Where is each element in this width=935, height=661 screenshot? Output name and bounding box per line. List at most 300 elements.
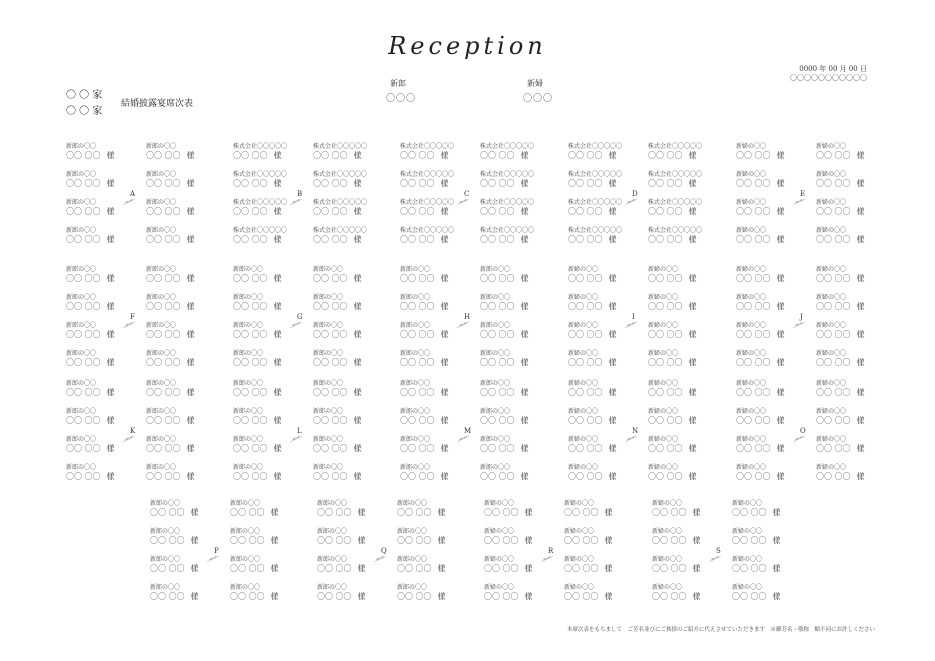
honorific: 様 bbox=[186, 235, 195, 244]
leaf-ornament-icon bbox=[792, 198, 806, 206]
guest-name-line bbox=[816, 151, 894, 161]
honorific: 様 bbox=[270, 564, 279, 573]
guest-relation: 新郎の〇〇 bbox=[66, 266, 97, 273]
guest-name-line bbox=[568, 330, 646, 340]
guest-name-line bbox=[233, 151, 311, 161]
guest-relation: 株式会社〇〇〇〇〇 bbox=[568, 199, 623, 206]
honorific: 様 bbox=[856, 151, 865, 160]
guest-name-line bbox=[313, 330, 391, 340]
honorific: 様 bbox=[357, 592, 366, 601]
guest-name-line bbox=[816, 444, 894, 454]
honorific: 様 bbox=[357, 564, 366, 573]
guest-name: 〇〇 〇〇 bbox=[648, 330, 683, 339]
guest-name: 〇〇 〇〇 bbox=[230, 564, 265, 573]
guest-relation: 新婦の〇〇 bbox=[736, 322, 767, 329]
guest-relation: 新郎の〇〇 bbox=[66, 350, 97, 357]
guest-relation: 新郎の〇〇 bbox=[313, 464, 344, 471]
honorific: 様 bbox=[608, 444, 617, 453]
guest-name: 〇〇 〇〇 bbox=[233, 151, 268, 160]
guest-seat bbox=[648, 436, 726, 456]
honorific: 様 bbox=[186, 179, 195, 188]
honorific: 様 bbox=[106, 151, 115, 160]
guest-name: 〇〇 〇〇 bbox=[233, 274, 268, 283]
guest-relation: 新婦の〇〇 bbox=[736, 294, 767, 301]
guest-seat bbox=[816, 380, 894, 400]
guest-name: 〇〇 〇〇 bbox=[233, 472, 268, 481]
guest-name-line bbox=[480, 444, 558, 454]
guest-name-line bbox=[400, 472, 478, 482]
guest-seat bbox=[480, 171, 558, 191]
guest-name: 〇〇 〇〇 bbox=[816, 274, 851, 283]
guest-name-line bbox=[313, 388, 391, 398]
guest-relation: 株式会社〇〇〇〇〇 bbox=[480, 199, 535, 206]
guest-relation: 新婦の〇〇 bbox=[648, 464, 679, 471]
guest-relation: 新郎の〇〇 bbox=[146, 322, 177, 329]
guest-name-line bbox=[480, 302, 558, 312]
guest-name-line bbox=[648, 235, 726, 245]
guest-name-line bbox=[146, 416, 224, 426]
honorific: 様 bbox=[604, 592, 613, 601]
leaf-ornament-icon bbox=[540, 555, 554, 563]
guest-name-line bbox=[146, 302, 224, 312]
guest-relation: 新郎の〇〇 bbox=[146, 294, 177, 301]
guest-relation: 新郎の〇〇 bbox=[317, 528, 348, 535]
guest-name-line bbox=[480, 472, 558, 482]
guest-seat bbox=[648, 143, 726, 163]
guest-seat bbox=[313, 380, 391, 400]
guest-seat bbox=[652, 528, 730, 548]
guest-seat bbox=[146, 294, 224, 314]
guest-relation: 新婦の〇〇 bbox=[484, 500, 515, 507]
guest-relation: 新婦の〇〇 bbox=[652, 584, 683, 591]
table-label: S bbox=[716, 547, 721, 555]
guest-seat bbox=[648, 227, 726, 247]
guest-seat bbox=[397, 556, 475, 576]
guest-seat bbox=[66, 464, 144, 484]
leaf-ornament-icon bbox=[289, 198, 303, 206]
guest-relation: 新郎の〇〇 bbox=[233, 266, 264, 273]
guest-name-line bbox=[480, 416, 558, 426]
guest-name-line bbox=[564, 508, 642, 518]
guest-name: 〇〇 〇〇 bbox=[568, 179, 603, 188]
honorific: 様 bbox=[273, 274, 282, 283]
honorific: 様 bbox=[186, 207, 195, 216]
honorific: 様 bbox=[353, 151, 362, 160]
guest-name: 〇〇 〇〇 bbox=[816, 179, 851, 188]
guest-name: 〇〇 〇〇 bbox=[484, 536, 519, 545]
guest-name: 〇〇 〇〇 bbox=[732, 508, 767, 517]
table-label: E bbox=[800, 190, 806, 198]
guest-seat bbox=[564, 528, 642, 548]
guest-seat bbox=[736, 171, 814, 191]
guest-name: 〇〇 〇〇 bbox=[484, 508, 519, 517]
honorific: 様 bbox=[186, 472, 195, 481]
guest-relation: 株式会社〇〇〇〇〇 bbox=[480, 143, 535, 150]
honorific: 様 bbox=[688, 274, 697, 283]
guest-seat bbox=[313, 350, 391, 370]
guest-name: 〇〇 〇〇 bbox=[313, 330, 348, 339]
guest-relation: 株式会社〇〇〇〇〇 bbox=[233, 199, 288, 206]
guest-name-line bbox=[736, 179, 814, 189]
honorific: 様 bbox=[106, 330, 115, 339]
guest-name: 〇〇 〇〇 bbox=[564, 536, 599, 545]
honorific: 様 bbox=[437, 536, 446, 545]
honorific: 様 bbox=[608, 151, 617, 160]
honorific: 様 bbox=[688, 472, 697, 481]
guest-relation: 株式会社〇〇〇〇〇 bbox=[648, 171, 703, 178]
guest-name-line bbox=[648, 302, 726, 312]
guest-name-line bbox=[66, 151, 144, 161]
guest-seat bbox=[648, 199, 726, 219]
guest-seat bbox=[816, 350, 894, 370]
guest-seat bbox=[146, 322, 224, 342]
guest-name: 〇〇 〇〇 bbox=[732, 536, 767, 545]
guest-relation: 新郎の〇〇 bbox=[400, 408, 431, 415]
guest-name: 〇〇 〇〇 bbox=[816, 330, 851, 339]
bride-label: 新婦 bbox=[527, 79, 543, 88]
guest-name: 〇〇 〇〇 bbox=[652, 564, 687, 573]
honorific: 様 bbox=[106, 358, 115, 367]
guest-seat bbox=[66, 227, 144, 247]
guest-name-line bbox=[400, 179, 478, 189]
guest-relation: 株式会社〇〇〇〇〇 bbox=[233, 171, 288, 178]
honorific: 様 bbox=[772, 592, 781, 601]
guest-name-line bbox=[66, 444, 144, 454]
guest-name: 〇〇 〇〇 bbox=[736, 207, 771, 216]
leaf-ornament-icon bbox=[624, 435, 638, 443]
honorific: 様 bbox=[106, 444, 115, 453]
guest-seat bbox=[648, 408, 726, 428]
guest-name-line bbox=[736, 274, 814, 284]
guest-name-line bbox=[736, 358, 814, 368]
guest-name-line bbox=[317, 508, 395, 518]
guest-relation: 新郎の〇〇 bbox=[66, 322, 97, 329]
guest-seat bbox=[568, 294, 646, 314]
guest-seat bbox=[230, 528, 308, 548]
honorific: 様 bbox=[524, 508, 533, 517]
honorific: 様 bbox=[772, 536, 781, 545]
guest-seat bbox=[652, 500, 730, 520]
guest-relation: 新郎の〇〇 bbox=[146, 199, 177, 206]
guest-name: 〇〇 〇〇 bbox=[736, 358, 771, 367]
honorific: 様 bbox=[688, 444, 697, 453]
honorific: 様 bbox=[440, 274, 449, 283]
document-title: 結婚披露宴席次表 bbox=[121, 99, 194, 109]
guest-seat bbox=[816, 294, 894, 314]
guest-name: 〇〇 〇〇 bbox=[66, 274, 101, 283]
guest-name: 〇〇 〇〇 bbox=[648, 235, 683, 244]
guest-relation: 新郎の〇〇 bbox=[480, 408, 511, 415]
guest-name-line bbox=[397, 508, 475, 518]
guest-name-line bbox=[230, 564, 308, 574]
guest-relation: 新婦の〇〇 bbox=[484, 528, 515, 535]
honorific: 様 bbox=[856, 444, 865, 453]
honorific: 様 bbox=[106, 472, 115, 481]
leaf-ornament-icon bbox=[122, 321, 136, 329]
guest-name: 〇〇 〇〇 bbox=[397, 508, 432, 517]
guest-name: 〇〇 〇〇 bbox=[648, 472, 683, 481]
guest-relation: 新郎の〇〇 bbox=[233, 350, 264, 357]
honorific: 様 bbox=[190, 564, 199, 573]
guest-seat bbox=[648, 171, 726, 191]
guest-relation: 新郎の〇〇 bbox=[400, 322, 431, 329]
guest-relation: 新婦の〇〇 bbox=[736, 143, 767, 150]
honorific: 様 bbox=[520, 472, 529, 481]
guest-relation: 新婦の〇〇 bbox=[816, 350, 847, 357]
guest-name-line bbox=[317, 592, 395, 602]
guest-seat bbox=[736, 350, 814, 370]
guest-relation: 新郎の〇〇 bbox=[66, 380, 97, 387]
guest-name: 〇〇 〇〇 bbox=[480, 235, 515, 244]
guest-seat bbox=[648, 350, 726, 370]
guest-name: 〇〇 〇〇 bbox=[648, 274, 683, 283]
guest-name-line bbox=[564, 536, 642, 546]
guest-name: 〇〇 〇〇 bbox=[313, 235, 348, 244]
guest-seat bbox=[313, 227, 391, 247]
guest-name-line bbox=[66, 235, 144, 245]
guest-seat bbox=[66, 294, 144, 314]
honorific: 様 bbox=[440, 472, 449, 481]
guest-name: 〇〇 〇〇 bbox=[230, 508, 265, 517]
guest-seat bbox=[66, 350, 144, 370]
guest-seat bbox=[233, 408, 311, 428]
guest-name-line bbox=[150, 508, 228, 518]
guest-seat bbox=[480, 436, 558, 456]
guest-name: 〇〇 〇〇 bbox=[313, 444, 348, 453]
honorific: 様 bbox=[437, 564, 446, 573]
honorific: 様 bbox=[520, 302, 529, 311]
guest-relation: 新郎の〇〇 bbox=[313, 322, 344, 329]
honorific: 様 bbox=[353, 274, 362, 283]
guest-name: 〇〇 〇〇 bbox=[736, 330, 771, 339]
guest-relation: 新郎の〇〇 bbox=[66, 436, 97, 443]
honorific: 様 bbox=[106, 207, 115, 216]
guest-relation: 新郎の〇〇 bbox=[66, 227, 97, 234]
guest-name: 〇〇 〇〇 bbox=[568, 444, 603, 453]
guest-name: 〇〇 〇〇 bbox=[652, 508, 687, 517]
family-line-2 bbox=[66, 102, 102, 117]
guest-seat bbox=[233, 294, 311, 314]
guest-relation: 新婦の〇〇 bbox=[564, 528, 595, 535]
guest-relation: 新婦の〇〇 bbox=[816, 227, 847, 234]
guest-seat bbox=[484, 584, 562, 604]
honorific: 様 bbox=[357, 508, 366, 517]
guest-name-line bbox=[816, 179, 894, 189]
guest-name: 〇〇 〇〇 bbox=[568, 472, 603, 481]
guest-relation: 新郎の〇〇 bbox=[66, 171, 97, 178]
honorific: 様 bbox=[273, 151, 282, 160]
table-label: D bbox=[632, 190, 638, 198]
guest-name: 〇〇 〇〇 bbox=[400, 472, 435, 481]
guest-name-line bbox=[484, 592, 562, 602]
guest-relation: 新婦の〇〇 bbox=[736, 408, 767, 415]
table-label: C bbox=[464, 190, 470, 198]
reception-title: Reception bbox=[388, 32, 547, 60]
honorific: 様 bbox=[776, 330, 785, 339]
guest-name: 〇〇 〇〇 bbox=[648, 416, 683, 425]
guest-relation: 株式会社〇〇〇〇〇 bbox=[568, 143, 623, 150]
guest-name: 〇〇 〇〇 bbox=[66, 388, 101, 397]
guest-name-line bbox=[400, 235, 478, 245]
guest-relation: 新郎の〇〇 bbox=[400, 350, 431, 357]
honorific: 様 bbox=[273, 207, 282, 216]
guest-name-line bbox=[480, 274, 558, 284]
guest-relation: 新郎の〇〇 bbox=[480, 464, 511, 471]
guest-name-line bbox=[233, 274, 311, 284]
guest-name-line bbox=[732, 508, 810, 518]
guest-relation: 新婦の〇〇 bbox=[652, 500, 683, 507]
honorific: 様 bbox=[856, 388, 865, 397]
guest-seat bbox=[400, 143, 478, 163]
guest-seat bbox=[150, 500, 228, 520]
guest-name-line bbox=[568, 358, 646, 368]
guest-relation: 株式会社〇〇〇〇〇 bbox=[313, 171, 368, 178]
guest-relation: 新婦の〇〇 bbox=[648, 408, 679, 415]
guest-name: 〇〇 〇〇 bbox=[736, 416, 771, 425]
family-2: 〇 〇 家 bbox=[66, 106, 103, 117]
honorific: 様 bbox=[440, 179, 449, 188]
guest-name-line bbox=[317, 564, 395, 574]
guest-relation: 新郎の〇〇 bbox=[313, 350, 344, 357]
family-1: 〇 〇 家 bbox=[66, 90, 103, 101]
guest-seat bbox=[736, 294, 814, 314]
guest-name: 〇〇 〇〇 bbox=[736, 388, 771, 397]
honorific: 様 bbox=[688, 388, 697, 397]
guest-relation: 新郎の〇〇 bbox=[313, 408, 344, 415]
guest-seat bbox=[233, 227, 311, 247]
guest-name-line bbox=[146, 179, 224, 189]
guest-name: 〇〇 〇〇 bbox=[66, 207, 101, 216]
guest-name-line bbox=[317, 536, 395, 546]
guest-relation: 新郎の〇〇 bbox=[150, 528, 181, 535]
honorific: 様 bbox=[186, 444, 195, 453]
honorific: 様 bbox=[608, 179, 617, 188]
guest-name-line bbox=[816, 274, 894, 284]
guest-name: 〇〇 〇〇 bbox=[317, 536, 352, 545]
guest-name: 〇〇 〇〇 bbox=[480, 274, 515, 283]
honorific: 様 bbox=[688, 179, 697, 188]
guest-name-line bbox=[400, 302, 478, 312]
guest-name-line bbox=[648, 151, 726, 161]
guest-relation: 新郎の〇〇 bbox=[233, 408, 264, 415]
guest-relation: 新郎の〇〇 bbox=[230, 528, 261, 535]
guest-seat bbox=[816, 266, 894, 286]
guest-name-line bbox=[400, 330, 478, 340]
guest-name-line bbox=[732, 564, 810, 574]
guest-name-line bbox=[233, 444, 311, 454]
guest-name-line bbox=[648, 330, 726, 340]
leaf-ornament-icon bbox=[456, 321, 470, 329]
honorific: 様 bbox=[273, 179, 282, 188]
guest-seat bbox=[564, 556, 642, 576]
honorific: 様 bbox=[856, 472, 865, 481]
guest-relation: 新郎の〇〇 bbox=[400, 464, 431, 471]
guest-relation: 株式会社〇〇〇〇〇 bbox=[568, 227, 623, 234]
guest-name: 〇〇 〇〇 bbox=[66, 472, 101, 481]
guest-relation: 新郎の〇〇 bbox=[230, 584, 261, 591]
guest-name: 〇〇 〇〇 bbox=[313, 416, 348, 425]
honorific: 様 bbox=[776, 151, 785, 160]
guest-seat bbox=[233, 266, 311, 286]
honorific: 様 bbox=[604, 564, 613, 573]
table-label: H bbox=[464, 313, 471, 321]
honorific: 様 bbox=[440, 444, 449, 453]
event-date: 0000 年 00 月 00 日 bbox=[799, 65, 867, 73]
leaf-ornament-icon bbox=[456, 435, 470, 443]
leaf-ornament-icon bbox=[289, 435, 303, 443]
guest-name: 〇〇 〇〇 bbox=[484, 592, 519, 601]
guest-seat bbox=[313, 294, 391, 314]
guest-name: 〇〇 〇〇 bbox=[648, 207, 683, 216]
guest-name-line bbox=[233, 416, 311, 426]
leaf-ornament-icon bbox=[289, 321, 303, 329]
guest-name: 〇〇 〇〇 bbox=[648, 444, 683, 453]
guest-relation: 株式会社〇〇〇〇〇 bbox=[480, 171, 535, 178]
honorific: 様 bbox=[520, 274, 529, 283]
guest-name: 〇〇 〇〇 bbox=[400, 444, 435, 453]
honorific: 様 bbox=[776, 358, 785, 367]
guest-seat bbox=[480, 408, 558, 428]
honorific: 様 bbox=[772, 564, 781, 573]
guest-name-line bbox=[400, 358, 478, 368]
honorific: 様 bbox=[440, 235, 449, 244]
guest-name: 〇〇 〇〇 bbox=[816, 472, 851, 481]
guest-name-line bbox=[146, 330, 224, 340]
guest-name-line bbox=[736, 151, 814, 161]
honorific: 様 bbox=[692, 564, 701, 573]
leaf-ornament-icon bbox=[708, 555, 722, 563]
honorific: 様 bbox=[856, 179, 865, 188]
guest-relation: 株式会社〇〇〇〇〇 bbox=[313, 227, 368, 234]
honorific: 様 bbox=[186, 330, 195, 339]
guest-name-line bbox=[233, 388, 311, 398]
guest-relation: 新郎の〇〇 bbox=[317, 556, 348, 563]
honorific: 様 bbox=[186, 416, 195, 425]
guest-relation: 新郎の〇〇 bbox=[480, 266, 511, 273]
honorific: 様 bbox=[604, 536, 613, 545]
guest-seat bbox=[313, 199, 391, 219]
guest-name: 〇〇 〇〇 bbox=[400, 330, 435, 339]
guest-relation: 新郎の〇〇 bbox=[313, 294, 344, 301]
guest-seat bbox=[480, 266, 558, 286]
guest-relation: 新婦の〇〇 bbox=[816, 322, 847, 329]
guest-name-line bbox=[313, 207, 391, 217]
guest-name: 〇〇 〇〇 bbox=[313, 151, 348, 160]
guest-name-line bbox=[480, 358, 558, 368]
leaf-ornament-icon bbox=[624, 198, 638, 206]
guest-name-line bbox=[816, 330, 894, 340]
guest-seat bbox=[313, 266, 391, 286]
leaf-ornament-icon bbox=[122, 435, 136, 443]
guest-name-line bbox=[736, 472, 814, 482]
guest-name: 〇〇 〇〇 bbox=[66, 302, 101, 311]
guest-relation: 新郎の〇〇 bbox=[397, 528, 428, 535]
guest-seat bbox=[648, 322, 726, 342]
guest-relation: 新婦の〇〇 bbox=[736, 199, 767, 206]
guest-seat bbox=[400, 266, 478, 286]
guest-name: 〇〇 〇〇 bbox=[146, 416, 181, 425]
guest-relation: 新婦の〇〇 bbox=[568, 350, 599, 357]
guest-name: 〇〇 〇〇 bbox=[484, 564, 519, 573]
guest-relation: 新郎の〇〇 bbox=[146, 171, 177, 178]
guest-seat bbox=[480, 294, 558, 314]
guest-seat bbox=[732, 584, 810, 604]
guest-name: 〇〇 〇〇 bbox=[317, 508, 352, 517]
guest-name: 〇〇 〇〇 bbox=[568, 274, 603, 283]
guest-relation: 新婦の〇〇 bbox=[564, 556, 595, 563]
bride-name: 〇〇〇 bbox=[523, 94, 554, 104]
guest-seat bbox=[313, 143, 391, 163]
